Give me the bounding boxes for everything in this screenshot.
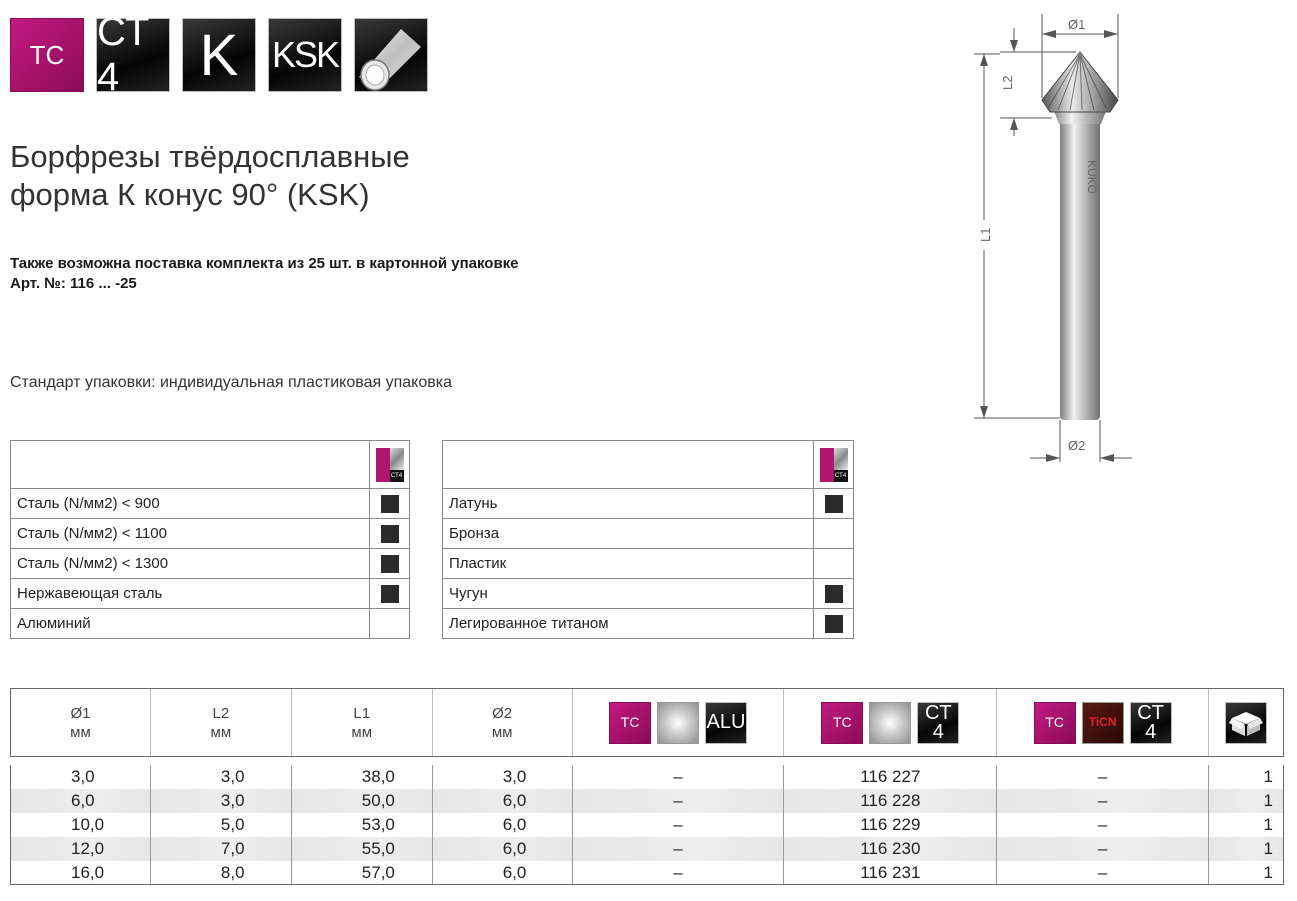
suitability-cell bbox=[370, 579, 410, 609]
cell-l2: 3,0 bbox=[150, 765, 291, 789]
metal-finish-icon bbox=[657, 702, 699, 744]
material-row bbox=[443, 519, 854, 549]
material-name: Чугун bbox=[443, 579, 814, 609]
suitability-cell bbox=[814, 579, 854, 609]
cell-pack-qty: 1 bbox=[1209, 789, 1284, 813]
dim-d1-label: Ø1 bbox=[1068, 17, 1086, 32]
material-name: Легированное титаном bbox=[443, 609, 814, 639]
cell-tc-alu: – bbox=[572, 813, 784, 837]
tc-badge: TC bbox=[10, 18, 84, 92]
header-pack bbox=[1209, 689, 1284, 757]
cell-tc-ticn-ct4: – bbox=[997, 765, 1209, 789]
cell-tc-ct4: 116 229 bbox=[784, 813, 997, 837]
cell-tc-alu: – bbox=[572, 837, 784, 861]
cell-d1: 10,0 bbox=[11, 813, 151, 837]
tc-ct4-mini-icon: CT4 bbox=[376, 448, 404, 482]
material-row bbox=[443, 579, 854, 609]
dim-d2-label: Ø2 bbox=[1068, 438, 1086, 453]
suitability-cell bbox=[370, 609, 410, 639]
material-row bbox=[11, 549, 410, 579]
material-icon-cell bbox=[814, 441, 854, 489]
header-d1: Ø1 мм bbox=[11, 689, 151, 757]
material-name: Сталь (N/мм2) < 1100 bbox=[11, 519, 370, 549]
material-row bbox=[443, 609, 854, 639]
page-title bbox=[10, 138, 410, 214]
cell-tc-ct4: 116 228 bbox=[784, 789, 997, 813]
material-row bbox=[11, 609, 410, 639]
table-row bbox=[11, 765, 1284, 789]
material-row bbox=[11, 579, 410, 609]
metal-finish-icon bbox=[869, 702, 911, 744]
suitable-mark bbox=[381, 525, 399, 543]
cell-pack-qty: 1 bbox=[1209, 837, 1284, 861]
material-name: Сталь (N/мм2) < 1300 bbox=[11, 549, 370, 579]
cell-d2: 3,0 bbox=[432, 765, 572, 789]
material-name: Нержавеющая сталь bbox=[11, 579, 370, 609]
cell-l1: 38,0 bbox=[291, 765, 432, 789]
box-icon bbox=[1225, 702, 1267, 744]
suitability-cell bbox=[370, 549, 410, 579]
cell-l1: 50,0 bbox=[291, 789, 432, 813]
shape-k-badge: K bbox=[182, 18, 256, 92]
header-d2: Ø2 мм bbox=[432, 689, 572, 757]
cell-tc-alu: – bbox=[572, 789, 784, 813]
material-name: Бронза bbox=[443, 519, 814, 549]
badge-row bbox=[10, 10, 428, 99]
note-line-2: Арт. №: 116 ... -25 bbox=[10, 275, 137, 292]
suitable-mark bbox=[825, 495, 843, 513]
cell-d1: 3,0 bbox=[11, 765, 151, 789]
header-tc-ct4 bbox=[784, 689, 997, 757]
cell-d1: 6,0 bbox=[11, 789, 151, 813]
suitability-cell bbox=[814, 489, 854, 519]
cell-tc-ct4: 116 230 bbox=[784, 837, 997, 861]
set-note bbox=[10, 254, 519, 294]
tc-badge: TC bbox=[609, 702, 651, 744]
cell-l2: 3,0 bbox=[150, 789, 291, 813]
material-icon-cell bbox=[370, 441, 410, 489]
ct4-badge: CT 4 bbox=[917, 702, 959, 744]
packaging-standard: Стандарт упаковки: индивидуальная пластиковая упаковка bbox=[10, 374, 452, 391]
cell-tc-ticn-ct4: – bbox=[997, 813, 1209, 837]
material-name: Алюминий bbox=[11, 609, 370, 639]
cell-l2: 5,0 bbox=[150, 813, 291, 837]
suitable-mark bbox=[381, 555, 399, 573]
header-tc-alu bbox=[572, 689, 784, 757]
title-line-2: форма К конус 90° (KSK) bbox=[10, 177, 370, 212]
cell-tc-ticn-ct4: – bbox=[997, 837, 1209, 861]
header-l2: L2 мм bbox=[150, 689, 291, 757]
suitability-cell bbox=[814, 519, 854, 549]
cell-d2: 6,0 bbox=[432, 837, 572, 861]
burr-drawing bbox=[960, 10, 1160, 470]
tc-badge: TC bbox=[821, 702, 863, 744]
material-row bbox=[11, 489, 410, 519]
title-line-1: Борфрезы твёрдосплавные bbox=[10, 139, 410, 174]
suitable-mark bbox=[825, 615, 843, 633]
cell-tc-ticn-ct4: – bbox=[997, 861, 1209, 885]
materials-header-blank bbox=[11, 441, 370, 489]
alu-badge: ALU bbox=[705, 702, 747, 744]
cell-l2: 8,0 bbox=[150, 861, 291, 885]
table-row bbox=[11, 837, 1284, 861]
cell-tc-ct4: 116 227 bbox=[784, 765, 997, 789]
tc-badge: TC bbox=[1034, 702, 1076, 744]
brand-mark: KUKO bbox=[1085, 160, 1099, 195]
materials-table-right bbox=[442, 440, 854, 639]
material-name: Сталь (N/мм2) < 900 bbox=[11, 489, 370, 519]
materials-table-left bbox=[10, 440, 410, 639]
material-name: Пластик bbox=[443, 549, 814, 579]
suitability-cell bbox=[814, 609, 854, 639]
header-l1: L1 мм bbox=[291, 689, 432, 757]
product-table bbox=[10, 688, 1284, 885]
material-row bbox=[11, 519, 410, 549]
suitable-mark bbox=[381, 585, 399, 603]
cell-tc-alu: – bbox=[572, 765, 784, 789]
cell-tc-ct4: 116 231 bbox=[784, 861, 997, 885]
material-row bbox=[443, 549, 854, 579]
table-row bbox=[11, 789, 1284, 813]
cell-d1: 16,0 bbox=[11, 861, 151, 885]
suitable-mark bbox=[381, 495, 399, 513]
ticn-badge: TiCN bbox=[1082, 702, 1124, 744]
ksk-badge: KSK bbox=[268, 18, 342, 92]
cell-pack-qty: 1 bbox=[1209, 813, 1284, 837]
cell-l1: 57,0 bbox=[291, 861, 432, 885]
cell-pack-qty: 1 bbox=[1209, 861, 1284, 885]
cell-l1: 55,0 bbox=[291, 837, 432, 861]
dim-l1-label: L1 bbox=[978, 227, 993, 242]
header-tc-ticn-ct4 bbox=[997, 689, 1209, 757]
material-name: Латунь bbox=[443, 489, 814, 519]
ct4-badge: CT 4 bbox=[96, 18, 170, 92]
materials-header-blank bbox=[443, 441, 814, 489]
suitability-cell bbox=[370, 489, 410, 519]
table-row bbox=[11, 861, 1284, 885]
cell-d2: 6,0 bbox=[432, 789, 572, 813]
suitable-mark bbox=[825, 585, 843, 603]
note-line-1: Также возможна поставка комплекта из 25 шт. в картонной упаковке bbox=[10, 255, 519, 272]
ct4-badge: CT 4 bbox=[1130, 702, 1172, 744]
suitability-cell bbox=[370, 519, 410, 549]
cell-tc-ticn-ct4: – bbox=[997, 789, 1209, 813]
dim-l2-label: L2 bbox=[1000, 75, 1015, 90]
cell-d2: 6,0 bbox=[432, 813, 572, 837]
cell-tc-alu: – bbox=[572, 861, 784, 885]
material-row bbox=[443, 489, 854, 519]
cell-d2: 6,0 bbox=[432, 861, 572, 885]
table-row bbox=[11, 813, 1284, 837]
suitability-cell bbox=[814, 549, 854, 579]
tube-shank-icon bbox=[354, 18, 428, 92]
tc-ct4-mini-icon: CT4 bbox=[820, 448, 848, 482]
cell-l2: 7,0 bbox=[150, 837, 291, 861]
cell-pack-qty: 1 bbox=[1209, 765, 1284, 789]
cell-l1: 53,0 bbox=[291, 813, 432, 837]
cell-d1: 12,0 bbox=[11, 837, 151, 861]
